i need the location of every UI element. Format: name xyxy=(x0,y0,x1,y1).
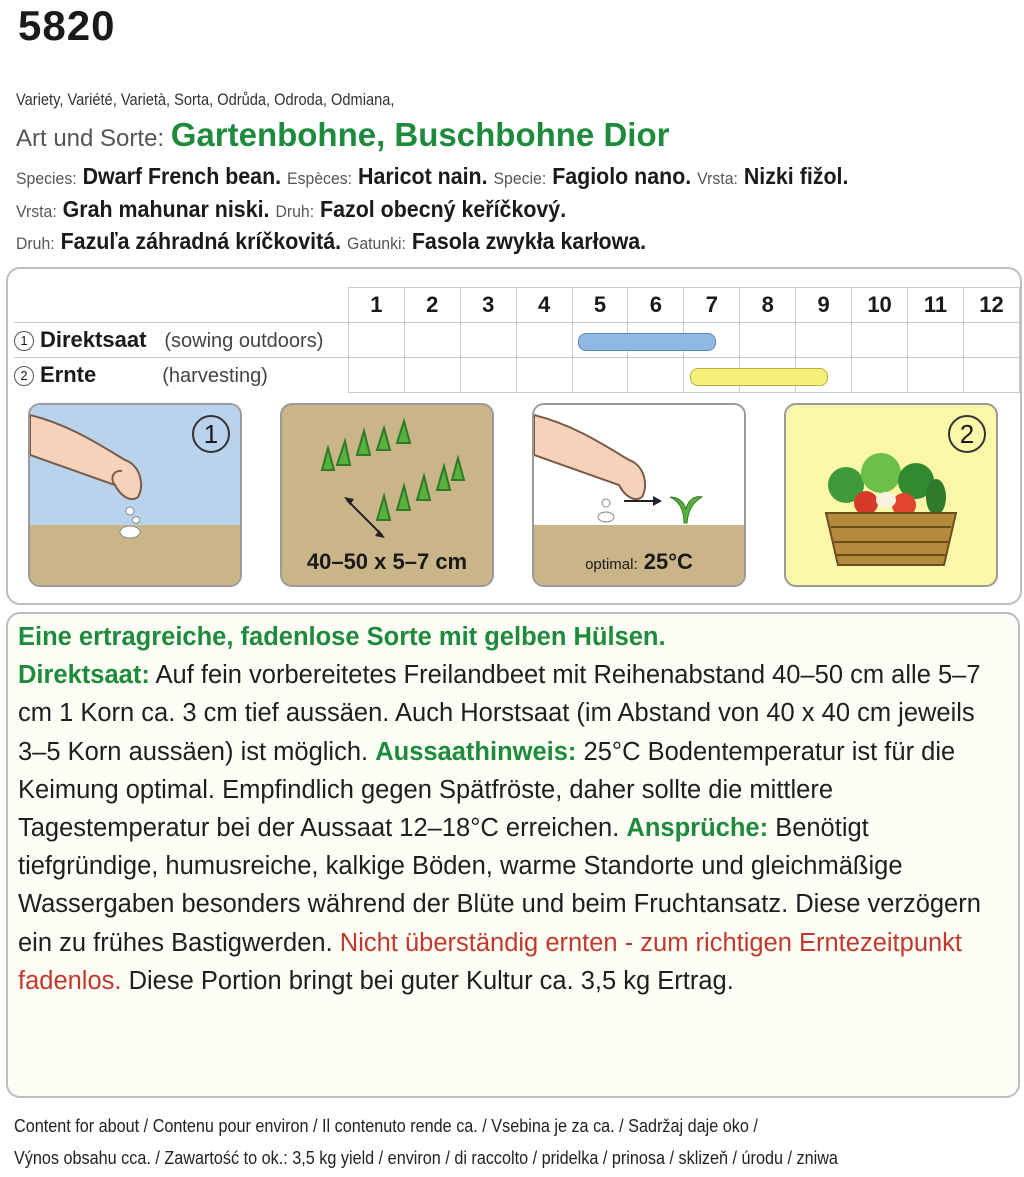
month-cell: 9 xyxy=(796,288,852,323)
calendar-row-sowing xyxy=(14,323,1020,358)
row-number-badge: 2 xyxy=(14,366,34,386)
species-label: Druh: xyxy=(16,234,55,253)
sowing-text: Auf fein vorbereitetes Freilandbeet mit Reihenabstand 40–50 cm alle 5–7 cm 1 Korn ca. 3 cm tief aussäen. Auch Horstsaat (im Abstand von 40 x 40 cm jeweils 3–5 Korn aussäen) ist möglich. xyxy=(18,661,981,766)
species-label: Druh: xyxy=(275,202,315,221)
species-line-1 xyxy=(16,163,848,190)
row-number-badge: 1 xyxy=(14,331,34,351)
spacing-label: 40–50 x 5–7 cm xyxy=(306,549,468,574)
species-label: Espèces: xyxy=(287,169,353,188)
hint-text: 25°C Bodentemperatur ist für die Keimung optimal. Empfindlich gegen Spätfröste, daher sollte die mittlere Tagestemperatur bei der Aussaat 12–18°C erreichen. xyxy=(18,737,956,843)
month-cell: 3 xyxy=(460,288,516,323)
species-line-3 xyxy=(16,228,646,255)
sowing-illustration-panel xyxy=(28,403,242,587)
species-line-2 xyxy=(16,196,566,223)
step-number-1: 1 xyxy=(192,415,230,453)
harvest-warning: Nicht überständig ernten - zum richtigen Erntezeitpunkt fadenlos. xyxy=(18,928,963,995)
step-number-2: 2 xyxy=(948,415,986,453)
species-name: Nizki fižol. xyxy=(743,163,849,189)
temperature-value: 25°C xyxy=(643,549,693,574)
month-cell: 6 xyxy=(628,288,684,323)
harvest-period-bar xyxy=(690,368,828,386)
month-cell: 5 xyxy=(572,288,628,323)
variety-languages: Variety, Variété, Varietà, Sorta, Odrůda, Odroda, Odmiana, xyxy=(16,90,395,109)
species-name: Fagiolo nano. xyxy=(552,163,692,189)
hint-label: Aussaathinweis: xyxy=(375,737,577,766)
requirements-text: Benötigt tiefgründige, humusreiche, kalkige Böden, warme Standorte und gleichmäßige Wassergaben besonders während der Blüte und beim Fruchtansatz. Diese verzögern ein zu frühes Bastigwerden. xyxy=(18,814,981,957)
species-label: Specie: xyxy=(493,169,547,188)
species-name: Fazuľa záhradná kríčkovitá. xyxy=(60,228,342,254)
row-label-en: (sowing outdoors) xyxy=(164,330,324,352)
row-label-en: (harvesting) xyxy=(162,365,268,388)
species-name: Haricot nain. xyxy=(358,163,488,189)
species-name: Grah mahunar niski. xyxy=(62,196,270,222)
species-label: Gatunki: xyxy=(347,234,406,253)
footer-line-2: Výnos obsahu cca. / Zawartość to ok.: 3,5 kg yield / environ / di raccolto / pridelka / prinosa / sklizeň / úrodu / zniwa xyxy=(14,1148,838,1168)
month-cell: 4 xyxy=(516,288,572,323)
product-code: 5820 xyxy=(18,2,116,49)
month-header-row xyxy=(14,288,1020,323)
month-cell: 10 xyxy=(852,288,908,323)
row-label-harvest xyxy=(14,358,348,393)
month-cell: 2 xyxy=(404,288,460,323)
harvest-illustration-panel xyxy=(784,403,998,587)
sowing-period-bar xyxy=(578,333,716,351)
calendar-row-harvest xyxy=(14,358,1020,393)
month-cell: 1 xyxy=(348,288,404,323)
species-name: Fazol obecný keříčkový. xyxy=(320,196,567,222)
temperature-prefix: optimal: xyxy=(585,556,638,573)
variety-title: Gartenbohne, Buschbohne Dior xyxy=(170,116,670,153)
month-cell: 11 xyxy=(908,288,964,323)
species-label: Species: xyxy=(16,169,77,188)
species-label: Vrsta: xyxy=(16,202,57,221)
species-name: Fasola zwykła karłowa. xyxy=(411,228,647,254)
species-name: Dwarf French bean. xyxy=(82,163,282,189)
description-text xyxy=(18,618,1008,1000)
germination-illustration-panel xyxy=(532,403,746,587)
month-cell: 8 xyxy=(740,288,796,323)
row-label-de: Ernte xyxy=(40,362,97,388)
sowing-label: Direktsaat: xyxy=(18,661,150,690)
temperature-label xyxy=(534,549,744,575)
footer-content-note xyxy=(14,1110,914,1174)
art-label: Art und Sorte: xyxy=(16,125,165,152)
headline: Eine ertragreiche, fadenlose Sorte mit gelben Hülsen. xyxy=(18,623,666,651)
spacing-illustration-panel xyxy=(280,403,494,587)
sowing-calendar xyxy=(14,287,1020,393)
yield-text: Diese Portion bringt bei guter Kultur ca. 3,5 kg Ertrag. xyxy=(128,966,734,995)
month-cell: 12 xyxy=(963,288,1019,323)
variety-heading xyxy=(16,116,669,154)
requirements-label: Ansprüche: xyxy=(626,814,769,843)
species-label: Vrsta: xyxy=(697,169,738,188)
row-label-sowing xyxy=(14,323,348,358)
footer-line-1: Content for about / Contenu pour environ / Il contenuto rende ca. / Vsebina je za ca. / Sadržaj daje oko / xyxy=(14,1116,758,1136)
description-box xyxy=(6,612,1020,1098)
row-label-de: Direktsaat xyxy=(40,327,147,352)
month-cell: 7 xyxy=(684,288,740,323)
